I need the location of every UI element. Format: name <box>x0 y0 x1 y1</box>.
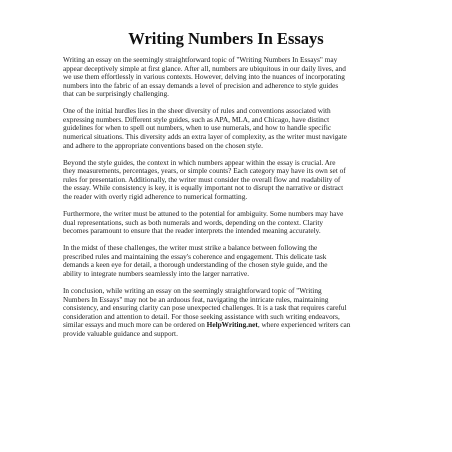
paragraph-hurdles <box>63 107 393 150</box>
text-line: Writing an essay on the seemingly straightforward topic of "Writing Numbers In Essays" may <box>63 55 338 64</box>
text-line: One of the initial hurdles lies in the sheer diversity of rules and conventions associated with <box>63 106 331 116</box>
text-line: prescribed rules and maintaining the essay's coherence and engagement. This delicate task <box>63 251 327 261</box>
text-line: In the midst of these challenges, the writer must strike a balance between following the <box>63 243 318 253</box>
text-line: guidelines for when to spell out numbers, when to use numerals, and how to handle specific <box>63 123 332 133</box>
text-line: the essay. While consistency is key, it is equally important not to disrupt the narrative or distract <box>63 183 344 193</box>
paragraph-conclusion <box>63 287 393 338</box>
text-line: we use them effortlessly in various contexts. However, delving into the nuances of incorporating <box>63 72 345 82</box>
text-line: becomes paramount to ensure that the reader interprets the intended meaning accurately. <box>63 226 321 236</box>
text-line: appear deceptively simple at first glance. After all, numbers are ubiquitous in our daily lives, and <box>63 63 346 73</box>
text-line: consistency, and ensuring clarity can pose unexpected challenges. It is a task that requires careful <box>63 303 347 313</box>
text-line: Beyond the style guides, the context in which numbers appear within the essay is crucial. Are <box>63 157 336 167</box>
paragraph-ambiguity <box>63 210 393 236</box>
text-line: Numbers In Essays" may not be an arduous feat, navigating the intricate rules, maintaining <box>63 294 329 304</box>
text-line: consideration and attention to detail. For those seeking assistance with such writing endeavors, <box>63 311 340 321</box>
document-title: Writing Numbers In Essays <box>128 29 324 48</box>
text-line: Furthermore, the writer must be attuned to the potential for ambiguity. Some numbers may have <box>63 208 344 218</box>
text-line: ability to integrate numbers seamlessly into the larger narrative. <box>63 268 250 278</box>
text-line: rules for presentation. Additionally, the writer must consider the overall flow and readability of <box>63 174 341 184</box>
text-segment: similar essays and much more can be ordered on <box>63 320 207 330</box>
text-line: the reader with overly rigid adherence to numerical formatting. <box>63 191 248 201</box>
paragraph-balance <box>63 244 393 278</box>
text-line: expressing numbers. Different style guides, such as APA, MLA, and Chicago, have distinct <box>63 114 330 124</box>
text-line: dual representations, such as both numerals and words, depending on the context. Clarity <box>63 217 323 227</box>
text-line: they measurements, percentages, years, or simple counts? Each category may have its own set of <box>63 166 346 176</box>
text-line: provide valuable guidance and support. <box>63 328 178 338</box>
document-body <box>63 56 393 347</box>
text-line: and adhere to the appropriate conventions based on the chosen style. <box>63 140 263 150</box>
text-segment: , where experienced writers can <box>257 320 351 330</box>
paragraph-intro <box>63 56 393 99</box>
text-line: demands a keen eye for detail, a thorough understanding of the chosen style guide, and the <box>63 260 328 270</box>
text-line: that can be surprisingly challenging. <box>63 89 169 99</box>
paragraph-context <box>63 159 393 202</box>
helpwriting-link[interactable]: HelpWriting.net <box>206 320 258 330</box>
text-line: In conclusion, while writing an essay on the seemingly straightforward topic of "Writing <box>63 286 322 295</box>
text-line: numbers into the fabric of an essay demands a level of precision and adherence to style guides <box>63 80 339 90</box>
text-line: numerical situations. This diversity adds an extra layer of complexity, as the writer must navigate <box>63 131 347 141</box>
